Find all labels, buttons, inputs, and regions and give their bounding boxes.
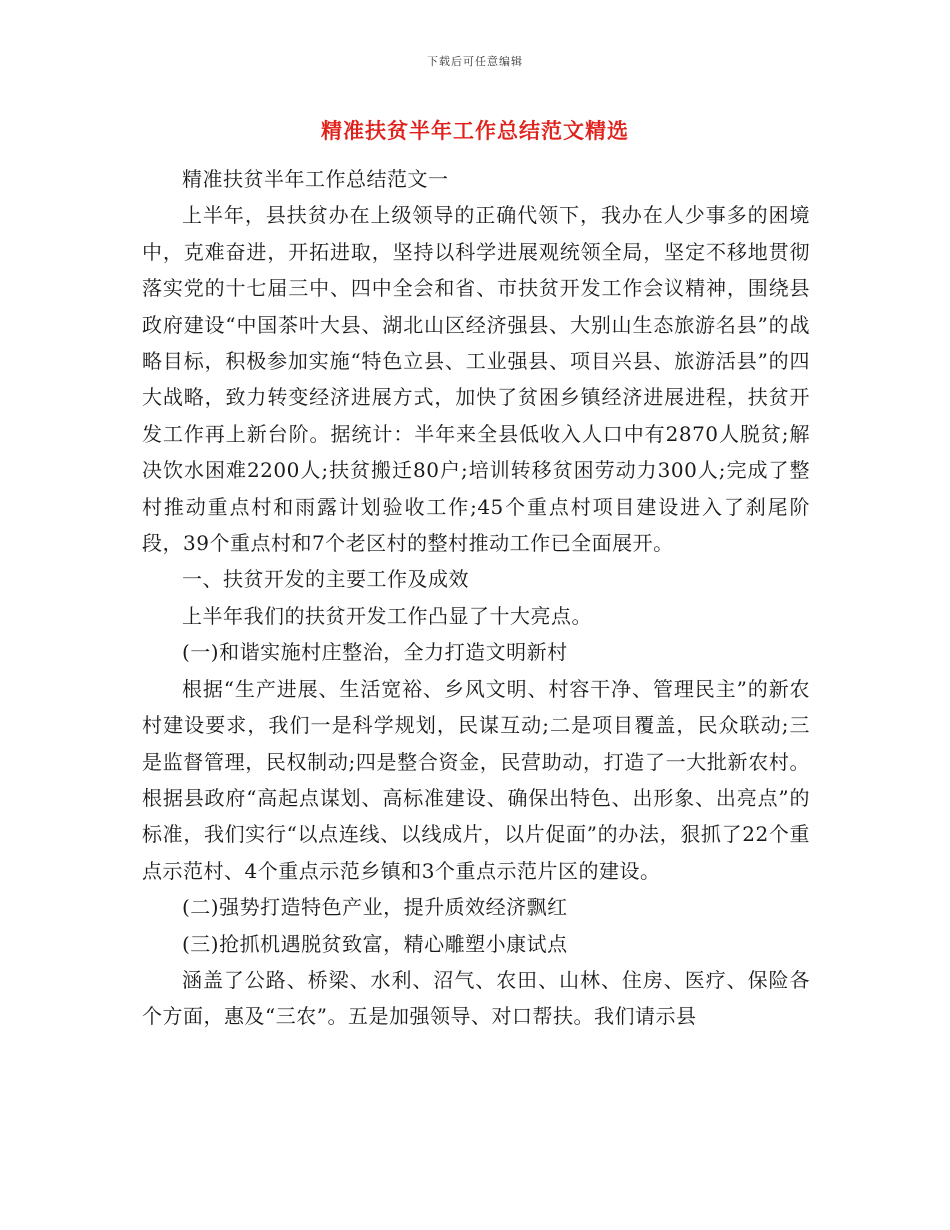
page-header-note: 下载后可任意编辑 — [427, 55, 523, 68]
section-heading: 精准扶贫半年工作总结范文一 — [182, 167, 449, 191]
body-paragraph: 涵盖了公路、桥梁、水利、沼气、农田、山林、住房、医疗、保险各个方面，惠及“三农”。五是加强领导、对口帮扶。我们请示县 — [142, 967, 810, 1029]
subsection-heading: (三)抢抓机遇脱贫致富，精心雕塑小康试点 — [182, 931, 568, 956]
subsection-heading: (二)强势打造特色产业，提升质效经济飘红 — [182, 895, 568, 920]
document-title: 精准扶贫半年工作总结范文精选 — [321, 118, 629, 143]
document-body — [142, 161, 810, 1035]
body-paragraph: 上半年我们的扶贫开发工作凸显了十大亮点。 — [182, 603, 592, 628]
section-heading: 一、扶贫开发的主要工作及成效 — [182, 567, 469, 592]
body-paragraph: 上半年，县扶贫办在上级领导的正确代领下，我办在人少事多的困境中，克难奋进，开拓进取，坚持以科学进展观统领全局，坚定不移地贯彻落实党的十七届三中、四中全会和省、市扶贫开发工作会议精神，围绕县政府建设“中国茶叶大县、湖北山区经济强县、大别山生态旅游名县”的战略目标，积极参加实施“特色立县、工业强县、项目兴县、旅游活县”的四大战略，致力转变经济进展方式，加快了贫困乡镇经济进展进程，扶贫开发工作再上新台阶。据统计：半年来全县低收入人口中有2870人脱贫;解决饮水困难2200人;扶贫搬迁80户;培训转移贫困劳动力300人;完成了整村推动重点村和雨露计划验收工作;45个重点村项目建设进入了刹尾阶段，39个重点村和7个老区村的整村推动工作已全面展开。 — [142, 203, 810, 556]
subsection-heading: (一)和谐实施村庄整治，全力打造文明新村 — [182, 640, 568, 665]
body-paragraph: 根据“生产进展、生活宽裕、乡风文明、村容干净、管理民主”的新农村建设要求，我们一是科学规划，民谋互动;二是项目覆盖，民众联动;三是监督管理，民权制动;四是整合资金，民营助动，打造了一大批新农村。根据县政府“高起点谋划、高标准建设、确保出特色、出形象、出亮点”的标准，我们实行“以点连线、以线成片，以片促面”的办法，狠抓了22个重点示范村、4个重点示范乡镇和3个重点示范片区的建设。 — [142, 676, 810, 883]
